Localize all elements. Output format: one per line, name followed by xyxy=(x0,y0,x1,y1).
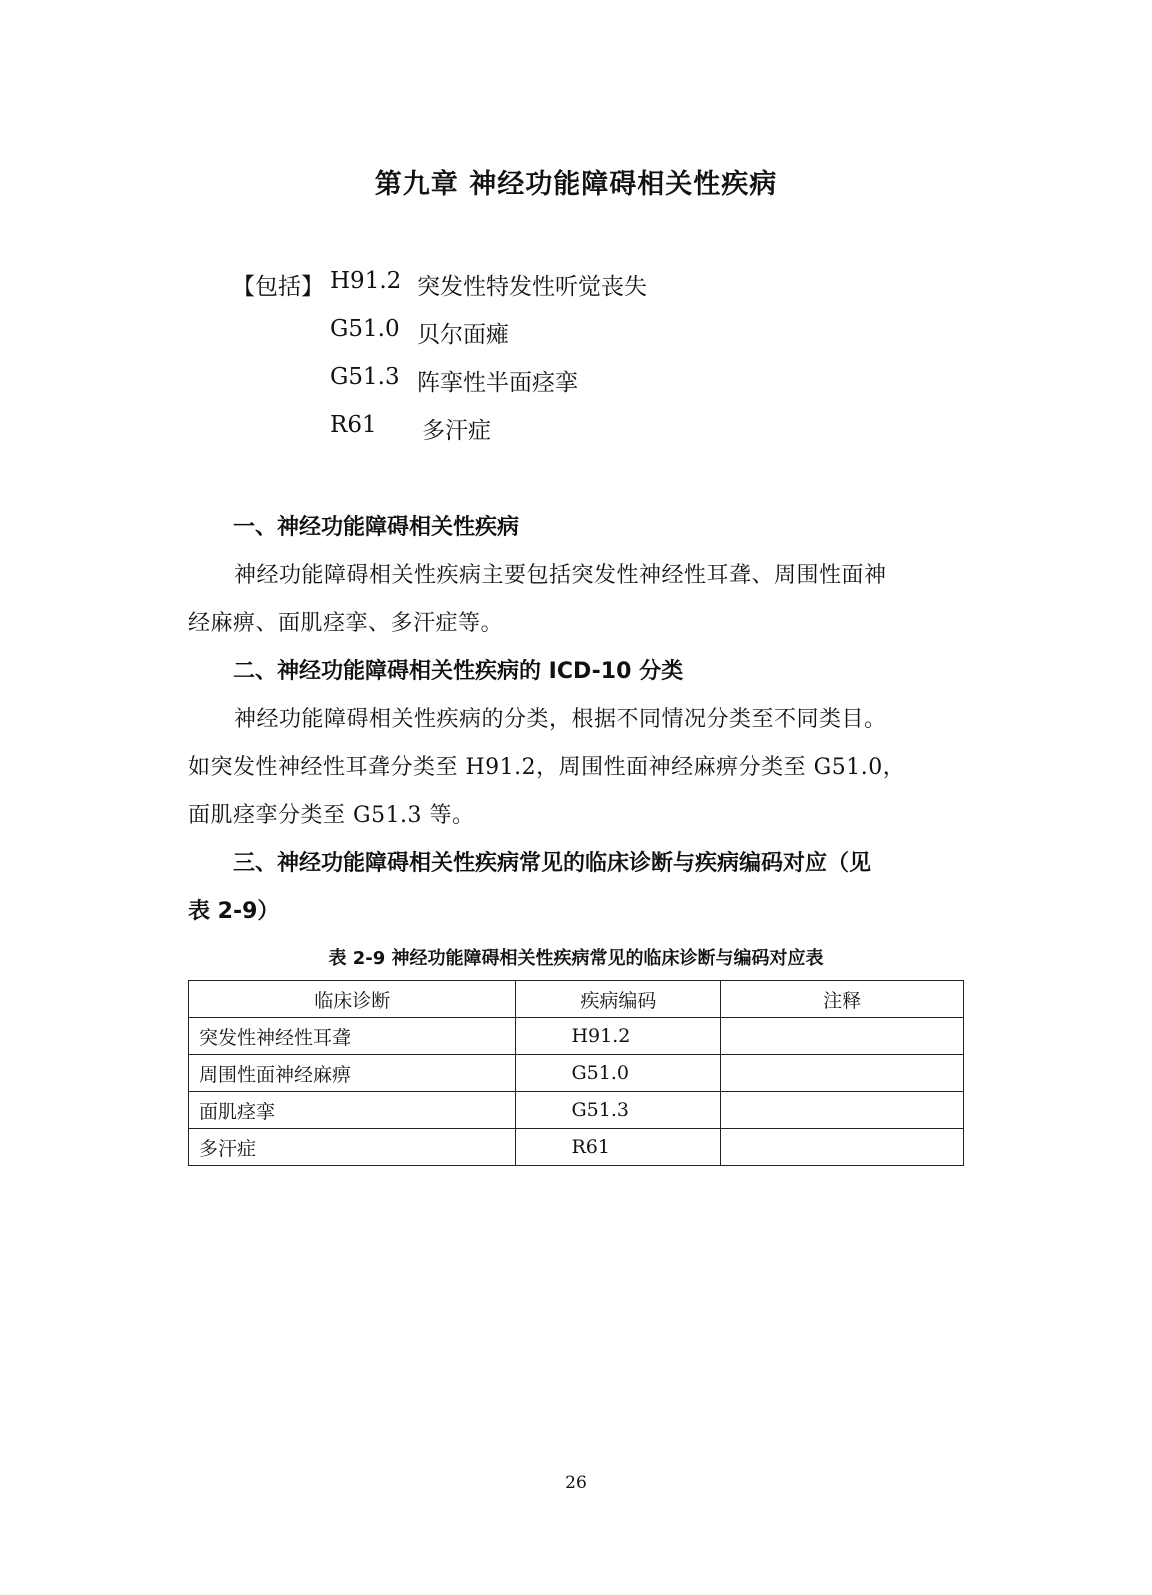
code-cell: G51.3 xyxy=(516,1092,721,1129)
table-caption: 表 2-9 神经功能障碍相关性疾病常见的临床诊断与编码对应表 xyxy=(328,948,824,969)
paragraph-line: 神经功能障碍相关性疾病主要包括突发性神经性耳聋、周围性面神 xyxy=(234,563,887,588)
paragraph-line: 如突发性神经性耳聋分类至 H91.2，周围性面神经麻痹分类至 G51.0， xyxy=(188,755,906,780)
note-cell xyxy=(721,1092,964,1129)
note-cell xyxy=(721,1055,964,1092)
includes-name: 突发性特发性听觉丧失 xyxy=(417,274,647,300)
includes-code: H91.2 xyxy=(330,268,402,294)
section-heading: 二、神经功能障碍相关性疾病的 ICD-10 分类 xyxy=(233,659,684,684)
paragraph-line: 神经功能障碍相关性疾病的分类，根据不同情况分类至不同类目。 xyxy=(234,707,887,732)
includes-name: 贝尔面瘫 xyxy=(417,322,509,348)
chapter-title: 第九章 神经功能障碍相关性疾病 xyxy=(374,169,778,200)
column-header: 临床诊断 xyxy=(189,981,516,1018)
section-heading: 一、神经功能障碍相关性疾病 xyxy=(233,515,520,540)
includes-code: R61 xyxy=(330,412,377,438)
paragraph-line: 面肌痉挛分类至 G51.3 等。 xyxy=(188,803,475,828)
code-cell: H91.2 xyxy=(516,1018,721,1055)
note-cell xyxy=(721,1129,964,1166)
includes-name: 阵挛性半面痉挛 xyxy=(417,370,578,396)
column-header: 注释 xyxy=(721,981,964,1018)
table-row xyxy=(189,1129,964,1166)
section-heading: 三、神经功能障碍相关性疾病常见的临床诊断与疾病编码对应（见 xyxy=(233,851,872,876)
section-heading: 表 2-9） xyxy=(188,899,280,924)
diagnosis-code-table xyxy=(188,980,964,1166)
diagnosis-cell: 突发性神经性耳聋 xyxy=(189,1018,516,1055)
diagnosis-cell: 面肌痉挛 xyxy=(189,1092,516,1129)
page-number: 26 xyxy=(565,1473,587,1493)
includes-code: G51.3 xyxy=(330,364,400,390)
table-row xyxy=(189,1018,964,1055)
paragraph-line: 经麻痹、面肌痉挛、多汗症等。 xyxy=(188,611,504,636)
table-row xyxy=(189,1092,964,1129)
diagnosis-cell: 周围性面神经麻痹 xyxy=(189,1055,516,1092)
table-row xyxy=(189,1055,964,1092)
code-cell: R61 xyxy=(516,1129,721,1166)
code-cell: G51.0 xyxy=(516,1055,721,1092)
diagnosis-cell: 多汗症 xyxy=(189,1129,516,1166)
column-header: 疾病编码 xyxy=(516,981,721,1018)
includes-code: G51.0 xyxy=(330,316,400,342)
includes-prefix: 【包括】 xyxy=(232,274,324,300)
note-cell xyxy=(721,1018,964,1055)
table-header-row xyxy=(189,981,964,1018)
includes-name: 多汗症 xyxy=(422,418,491,444)
